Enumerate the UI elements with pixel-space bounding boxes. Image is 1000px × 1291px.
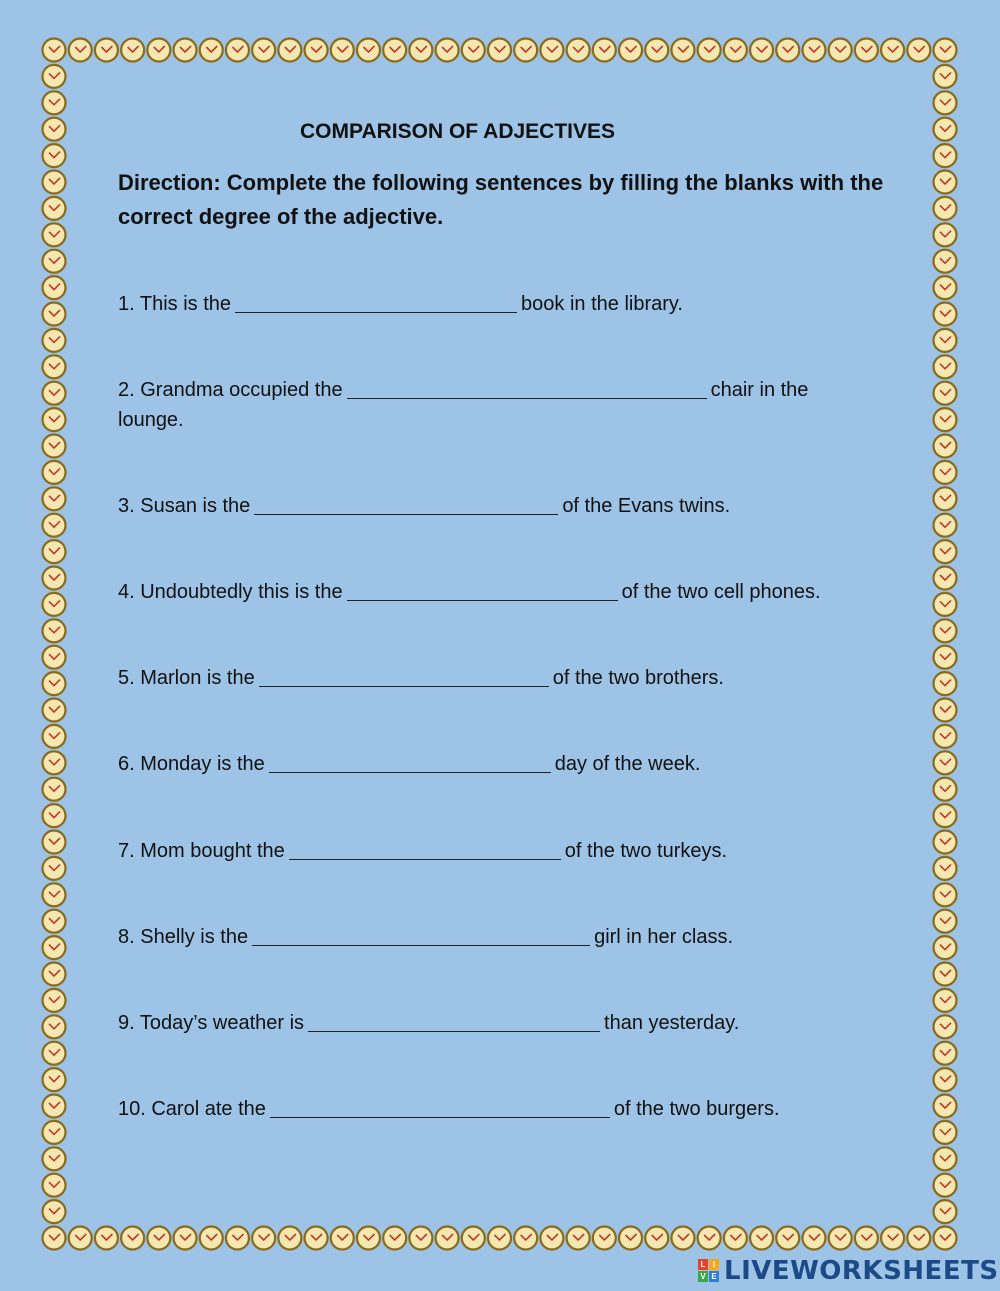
mark-letter: I — [709, 1259, 719, 1270]
clock-icon — [174, 1227, 197, 1250]
clock-icon — [43, 1015, 66, 1038]
clock-icon — [43, 118, 66, 141]
clock-icon — [881, 39, 904, 62]
clock-icon — [934, 355, 957, 378]
clock-icon — [934, 751, 957, 774]
clock-icon — [619, 1227, 642, 1250]
clock-icon — [907, 39, 930, 62]
clock-icon — [147, 1227, 170, 1250]
clock-icon — [934, 1121, 957, 1144]
clock-icon — [567, 1227, 590, 1250]
clock-icon — [43, 329, 66, 352]
clock-icon — [69, 1227, 92, 1250]
clock-icon — [462, 39, 485, 62]
clock-icon — [934, 144, 957, 167]
question-item — [118, 749, 858, 779]
question-text-before: 5. Marlon is the — [118, 667, 255, 689]
clock-icon — [43, 355, 66, 378]
clock-icon — [934, 197, 957, 220]
clock-icon — [934, 725, 957, 748]
clock-icon — [488, 1227, 511, 1250]
clock-icon — [934, 461, 957, 484]
clock-icon — [436, 39, 459, 62]
clock-icon — [43, 751, 66, 774]
clock-icon — [934, 514, 957, 537]
clock-icon — [934, 1174, 957, 1197]
question-text-before: 7. Mom bought the — [118, 840, 285, 862]
clock-icon — [43, 910, 66, 933]
clock-icon — [829, 1227, 852, 1250]
liveworksheets-logo[interactable] — [698, 1256, 999, 1286]
clock-icon — [750, 1227, 773, 1250]
clock-icon — [934, 883, 957, 906]
question-text-before: 1. This is the — [118, 293, 232, 315]
clock-icon — [200, 39, 223, 62]
clock-icon — [934, 171, 957, 194]
clock-icon — [934, 646, 957, 669]
question-text-before: 6. Monday is the — [118, 753, 265, 775]
clock-icon — [934, 303, 957, 326]
clock-icon — [43, 91, 66, 114]
clock-icon — [645, 1227, 668, 1250]
clock-icon — [43, 989, 66, 1012]
question-text-after: day of the week. — [554, 753, 701, 775]
clock-icon — [43, 857, 66, 880]
clock-icon — [934, 963, 957, 986]
clock-icon — [462, 1227, 485, 1250]
clock-icon — [776, 1227, 799, 1250]
clock-icon — [43, 223, 66, 246]
clock-icon — [43, 65, 66, 88]
answer-blank[interactable] — [308, 1009, 600, 1032]
clock-icon — [934, 1147, 957, 1170]
clock-icon — [43, 1095, 66, 1118]
clock-icon — [934, 1068, 957, 1091]
clock-icon — [934, 329, 957, 352]
clock-icon — [567, 39, 590, 62]
question-text-before: 8. Shelly is the — [118, 926, 249, 948]
clock-icon — [43, 303, 66, 326]
clock-icon — [934, 910, 957, 933]
question-text-after: chair in the lounge. — [118, 379, 809, 431]
question-text-after: of the two turkeys. — [564, 840, 728, 862]
answer-blank[interactable] — [254, 492, 558, 515]
clock-icon — [934, 831, 957, 854]
clock-icon — [43, 831, 66, 854]
clock-icon — [226, 39, 249, 62]
clock-icon — [121, 1227, 144, 1250]
question-text-before: 10. Carol ate the — [118, 1098, 266, 1120]
clock-icon — [934, 276, 957, 299]
clock-icon — [934, 936, 957, 959]
question-text-before: 9. Today’s weather is — [118, 1012, 305, 1034]
page-title: COMPARISON OF ADJECTIVES — [300, 120, 616, 143]
question-text-after: of the two brothers. — [552, 667, 724, 689]
clock-icon — [43, 1042, 66, 1065]
clock-icon — [855, 39, 878, 62]
question-item — [118, 922, 858, 952]
mark-letter: L — [698, 1259, 708, 1270]
clock-icon — [43, 171, 66, 194]
clock-icon — [278, 1227, 301, 1250]
clock-icon — [934, 593, 957, 616]
question-text-before: 3. Susan is the — [118, 495, 251, 517]
clock-icon — [252, 39, 275, 62]
question-item — [118, 1008, 858, 1038]
clock-icon — [750, 39, 773, 62]
clock-icon — [43, 936, 66, 959]
question-text-after: than yesterday. — [604, 1012, 740, 1034]
clock-icon — [934, 1095, 957, 1118]
clock-icon — [43, 593, 66, 616]
clock-icon — [934, 1015, 957, 1038]
clock-icon — [881, 1227, 904, 1250]
answer-blank[interactable] — [347, 578, 618, 601]
clock-icon — [934, 540, 957, 563]
clock-icon — [43, 1147, 66, 1170]
question-text-after: girl in her class. — [594, 926, 734, 948]
clock-icon — [671, 1227, 694, 1250]
question-item — [118, 289, 858, 319]
clock-icon — [488, 39, 511, 62]
question-item — [118, 836, 858, 866]
clock-icon — [331, 1227, 354, 1250]
clock-icon — [43, 1227, 66, 1250]
clock-icon — [43, 804, 66, 827]
clock-icon — [934, 699, 957, 722]
clock-icon — [802, 1227, 825, 1250]
clock-icon — [43, 1121, 66, 1144]
clock-icon — [934, 672, 957, 695]
clock-icon — [43, 646, 66, 669]
clock-icon — [540, 39, 563, 62]
clock-icon — [305, 1227, 328, 1250]
question-text-after: of the Evans twins. — [562, 495, 731, 517]
clock-icon — [698, 1227, 721, 1250]
clock-icon — [278, 39, 301, 62]
clock-icon — [43, 487, 66, 510]
mark-letter: V — [698, 1271, 708, 1282]
clock-icon — [226, 1227, 249, 1250]
clock-icon — [95, 1227, 118, 1250]
clock-icon — [934, 223, 957, 246]
clock-icon — [357, 1227, 380, 1250]
answer-blank[interactable] — [269, 750, 551, 773]
clock-icon — [121, 39, 144, 62]
answer-blank[interactable] — [252, 923, 590, 946]
clock-icon — [934, 250, 957, 273]
clock-icon — [43, 435, 66, 458]
clock-icon — [645, 39, 668, 62]
clock-icon — [43, 250, 66, 273]
clock-icon — [43, 567, 66, 590]
question-text-before: 4. Undoubtedly this is the — [118, 581, 343, 603]
clock-icon — [43, 461, 66, 484]
clock-icon — [934, 487, 957, 510]
clock-icon — [252, 1227, 275, 1250]
clock-icon — [409, 1227, 432, 1250]
question-item — [118, 577, 858, 607]
clock-icon — [934, 857, 957, 880]
clock-icon — [540, 1227, 563, 1250]
clock-icon — [776, 39, 799, 62]
clock-icon — [331, 39, 354, 62]
clock-icon — [671, 39, 694, 62]
clock-icon — [855, 1227, 878, 1250]
clock-icon — [934, 1042, 957, 1065]
clock-icon — [43, 276, 66, 299]
clock-icon — [934, 91, 957, 114]
answer-blank[interactable] — [235, 290, 517, 313]
clock-icon — [934, 118, 957, 141]
answer-blank[interactable] — [259, 664, 549, 687]
question-item — [118, 663, 858, 693]
question-item — [118, 491, 858, 521]
clock-icon — [802, 39, 825, 62]
clock-icon — [934, 989, 957, 1012]
question-text-after: of the two cell phones. — [621, 581, 821, 603]
clock-icon — [934, 382, 957, 405]
answer-blank[interactable] — [347, 376, 707, 399]
clock-icon — [43, 514, 66, 537]
question-item — [118, 375, 858, 435]
clock-icon — [43, 1200, 66, 1223]
clock-icon — [43, 778, 66, 801]
clock-icon — [95, 39, 118, 62]
clock-icon — [934, 39, 957, 62]
clock-icon — [514, 39, 537, 62]
liveworksheets-mark-icon — [698, 1259, 720, 1283]
answer-blank[interactable] — [270, 1095, 610, 1118]
clock-icon — [907, 1227, 930, 1250]
clock-icon — [43, 672, 66, 695]
clock-icon — [43, 883, 66, 906]
clock-icon — [514, 1227, 537, 1250]
clock-icon — [43, 699, 66, 722]
clock-icon — [436, 1227, 459, 1250]
clock-icon — [934, 1200, 957, 1223]
clock-icon — [934, 567, 957, 590]
clock-icon — [934, 778, 957, 801]
clock-icon — [934, 408, 957, 431]
mark-letter: E — [709, 1271, 719, 1282]
clock-icon — [829, 39, 852, 62]
clock-icon — [43, 382, 66, 405]
clock-icon — [357, 39, 380, 62]
question-text-before: 2. Grandma occupied the — [118, 379, 343, 401]
clock-icon — [698, 39, 721, 62]
clock-icon — [43, 619, 66, 642]
question-item — [118, 1094, 858, 1124]
clock-icon — [43, 197, 66, 220]
clock-icon — [43, 408, 66, 431]
clock-icon — [934, 804, 957, 827]
clock-icon — [934, 1227, 957, 1250]
clock-icon — [724, 39, 747, 62]
clock-icon — [43, 39, 66, 62]
clock-icon — [69, 39, 92, 62]
clock-icon — [147, 39, 170, 62]
clock-icon — [43, 725, 66, 748]
clock-icon — [43, 1174, 66, 1197]
clock-icon — [409, 39, 432, 62]
clock-icon — [43, 1068, 66, 1091]
clock-icon — [174, 39, 197, 62]
clock-icon — [383, 39, 406, 62]
answer-blank[interactable] — [289, 837, 561, 860]
clock-icon — [619, 39, 642, 62]
clock-icon — [305, 39, 328, 62]
clock-icon — [934, 65, 957, 88]
brand-text: LIVEWORKSHEETS — [724, 1256, 999, 1286]
clock-icon — [43, 144, 66, 167]
clock-icon — [200, 1227, 223, 1250]
clock-icon — [593, 39, 616, 62]
question-text-after: book in the library. — [521, 293, 683, 315]
clock-icon — [934, 619, 957, 642]
question-text-after: of the two burgers. — [613, 1098, 780, 1120]
clock-icon — [43, 963, 66, 986]
clock-icon — [593, 1227, 616, 1250]
direction-text: Direction: Complete the following sentences by filling the blanks with the correct degree of the adjective. — [118, 170, 884, 229]
clock-icon — [43, 540, 66, 563]
clock-icon — [724, 1227, 747, 1250]
clock-icon — [934, 435, 957, 458]
clock-icon — [383, 1227, 406, 1250]
